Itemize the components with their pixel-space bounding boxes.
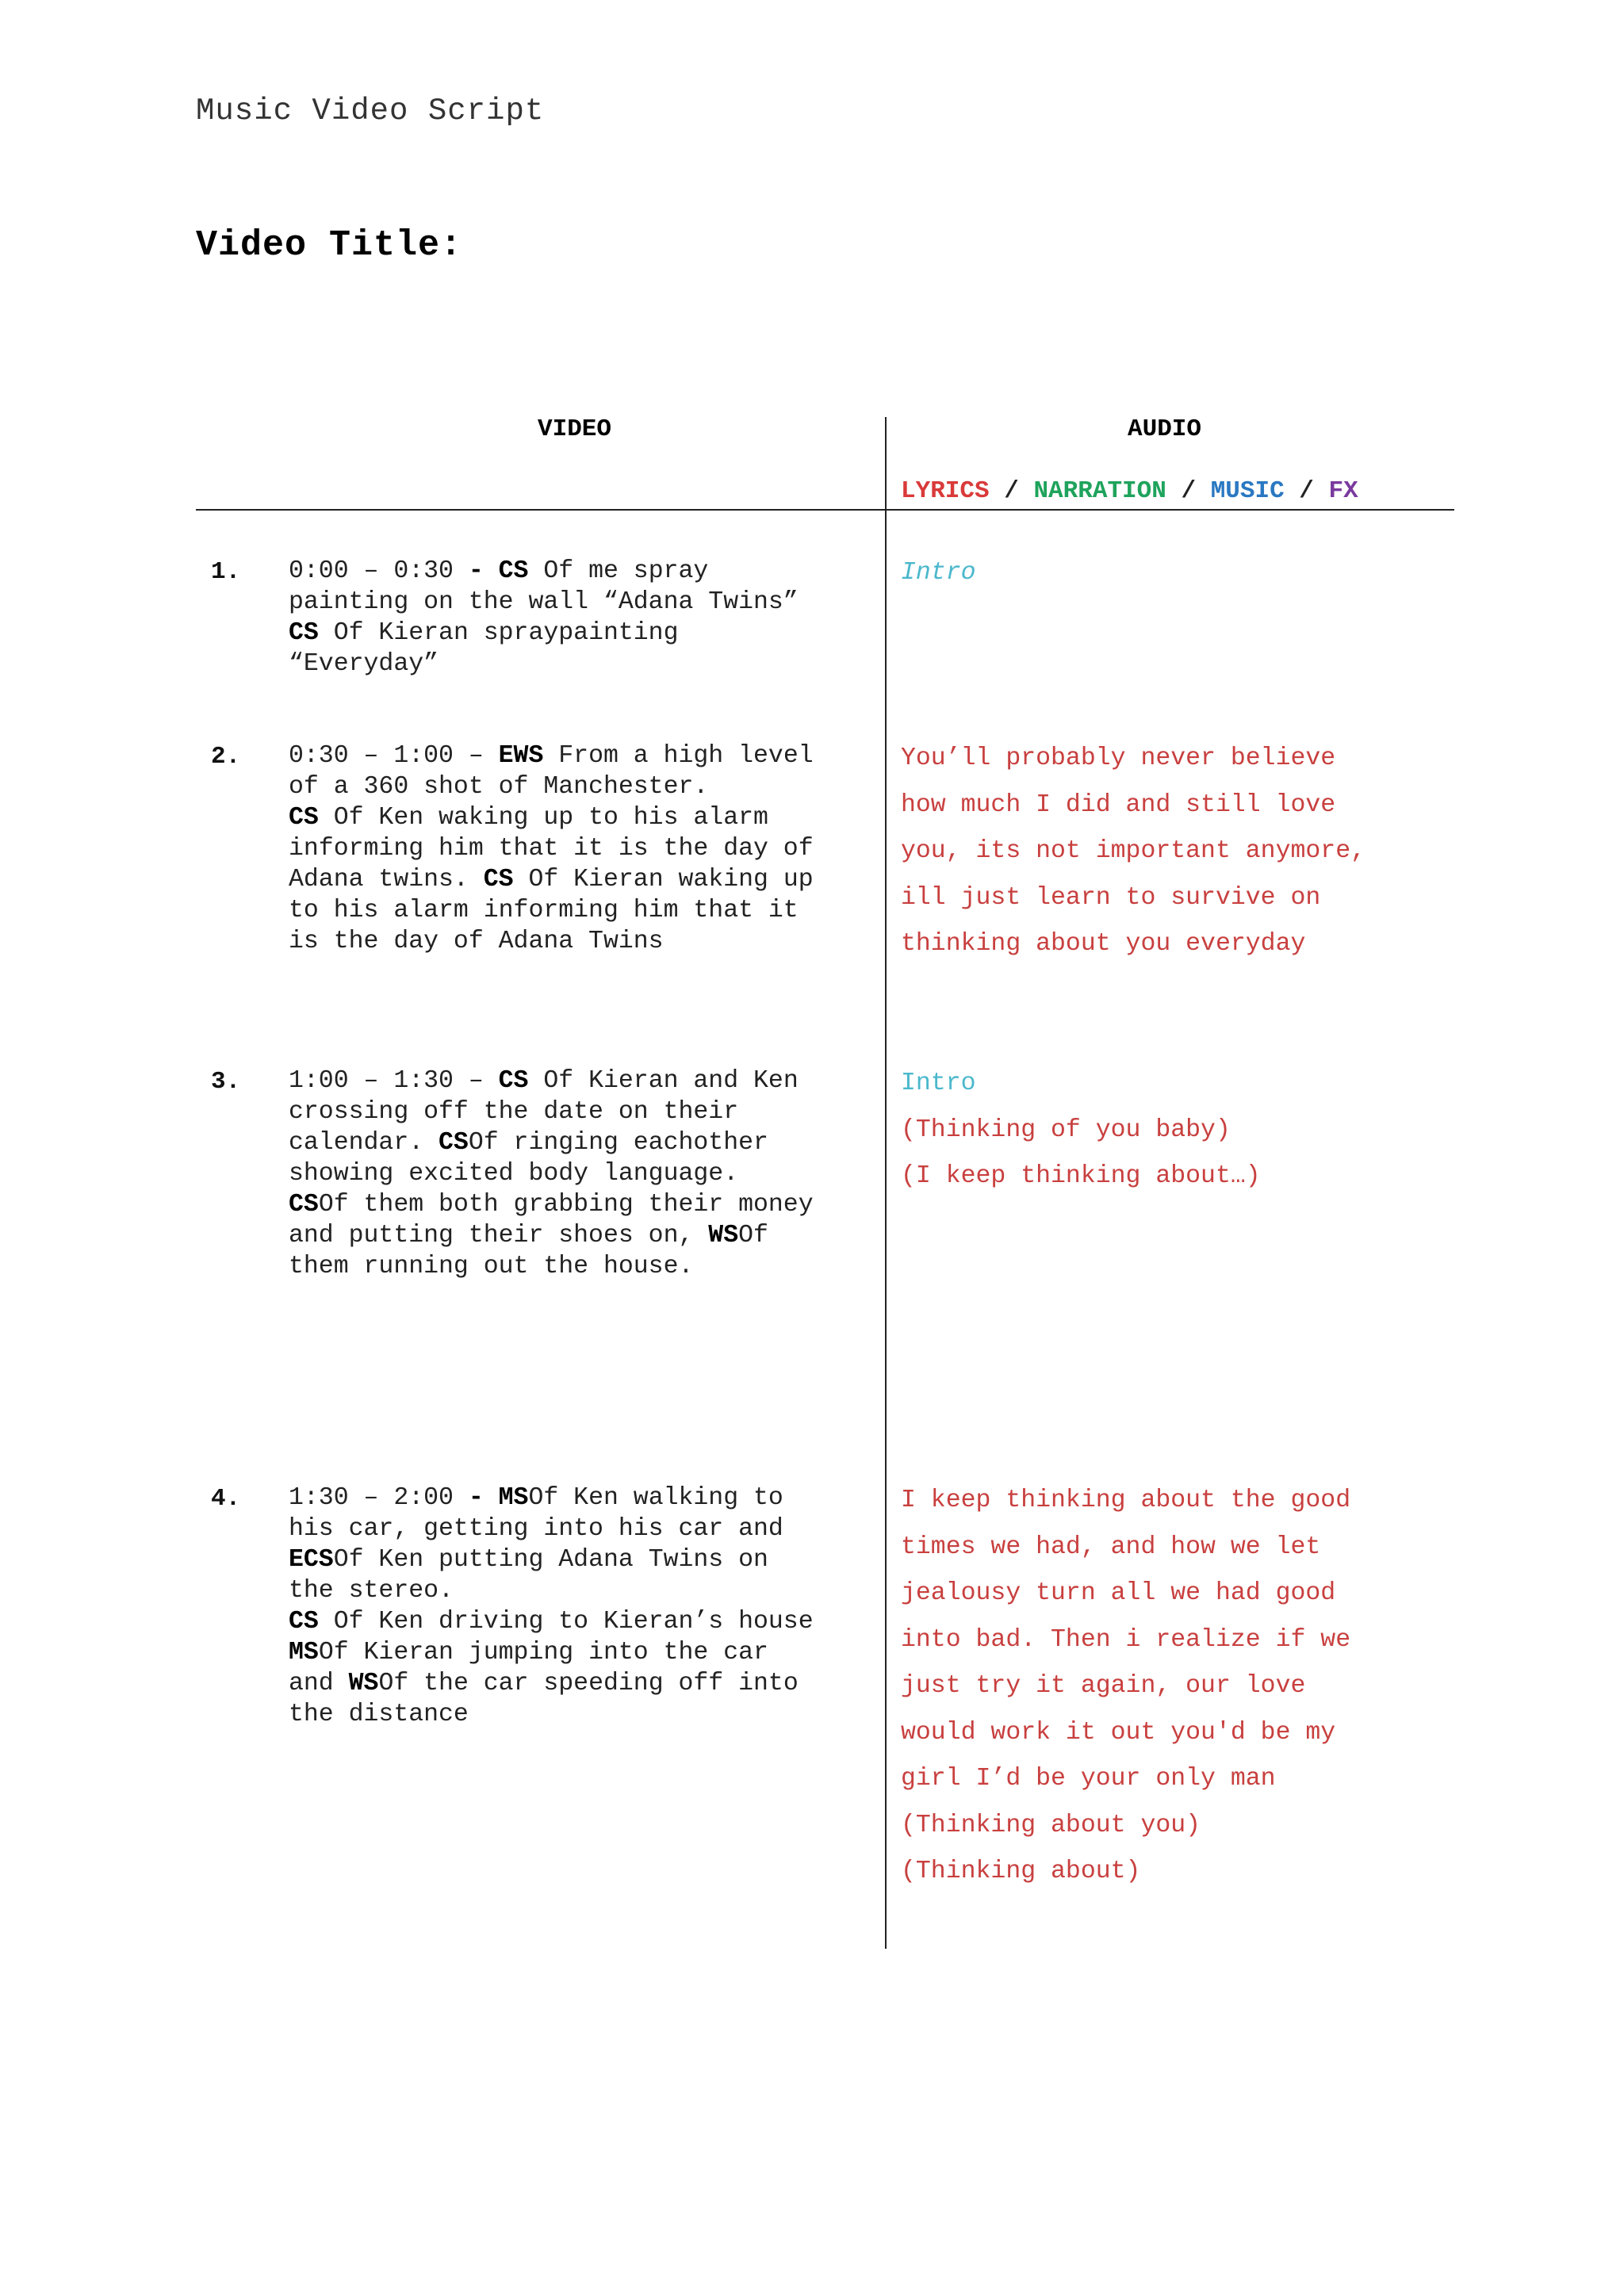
lyric-line: just try it again, our love: [901, 1672, 1306, 1700]
legend-separator: /: [1166, 477, 1211, 505]
audio-cell: [901, 736, 1456, 968]
shot-description: 0:00 – 0:30: [289, 557, 469, 585]
shot-description: Of Ken waking up to his alarm informing him that it is the day of Adana twins.: [289, 804, 814, 894]
document-header: Music Video Script: [196, 94, 545, 128]
shot-description: Of Ken driving to Kieran’s house: [333, 1608, 814, 1636]
shot-description: Of me spray painting on the wall “Adana Twins”: [289, 557, 799, 616]
row-number: 1.: [211, 558, 241, 586]
legend-fx: FX: [1328, 477, 1358, 505]
row-number: 2.: [211, 743, 241, 771]
shot-description: Of Kieran spraypainting “Everyday”: [289, 619, 679, 678]
video-column-heading: VIDEO: [538, 415, 612, 443]
shot-type-label: ECS: [289, 1546, 334, 1574]
shot-type-label: CS: [498, 1067, 529, 1095]
video-title-label: Video Title:: [196, 225, 463, 266]
shot-description: 0:30 – 1:00 –: [289, 742, 499, 770]
lyric-line: into bad. Then i realize if we: [901, 1625, 1351, 1654]
shot-type-label: CS: [439, 1129, 469, 1157]
shot-type-label: - MS: [468, 1484, 529, 1512]
video-cell: [289, 1066, 875, 1282]
lyric-line: (I keep thinking about…): [901, 1162, 1261, 1190]
audio-column-heading: AUDIO: [1128, 415, 1202, 443]
video-cell: [289, 1483, 875, 1730]
shot-description: From a high level of a 360 shot of Manchester.: [289, 742, 814, 801]
legend-narration: NARRATION: [1033, 477, 1166, 505]
legend-lyrics: LYRICS: [901, 477, 990, 505]
row-number: 4.: [211, 1485, 241, 1513]
shot-description: Of Kieran waking up to his alarm informing him that it is the day of Adana Twins: [289, 866, 814, 955]
legend-separator: /: [989, 477, 1034, 505]
shot-type-label: WS: [708, 1222, 739, 1249]
shot-description: Of Ken putting Adana Twins on the stereo.: [289, 1546, 768, 1605]
shot-type-label: CS: [289, 619, 319, 647]
lyric-line: jealousy turn all we had good: [901, 1579, 1336, 1607]
shot-type-label: CS: [289, 1608, 319, 1636]
lyric-line: how much I did and still love: [901, 790, 1336, 819]
shot-type-label: CS: [483, 866, 514, 894]
shot-description: Of them running out the house.: [289, 1222, 768, 1280]
shot-type-label: MS: [289, 1639, 319, 1667]
shot-description: Of ringing eachother showing excited body language.: [289, 1129, 768, 1188]
shot-description: Of Kieran and Ken crossing off the date on their calendar.: [289, 1067, 799, 1157]
audio-cell: [901, 1478, 1456, 1896]
lyric-line: girl I’d be your only man: [901, 1765, 1276, 1793]
lyric-line: I keep thinking about the good: [901, 1487, 1351, 1514]
table-column-divider: [885, 417, 887, 1949]
shot-type-label: WS: [348, 1670, 379, 1697]
lyric-line: ill just learn to survive on: [901, 883, 1321, 912]
shot-type-label: CS: [289, 804, 319, 832]
audio-cell: [901, 550, 1456, 597]
lyric-line: (Thinking of you baby): [901, 1115, 1231, 1144]
shot-description: Of Kieran jumping into the car and: [289, 1639, 768, 1697]
shot-description: Of Ken walking to his car, getting into his car and: [289, 1484, 783, 1543]
table-header-divider: [196, 509, 1454, 511]
shot-type-label: - CS: [468, 557, 529, 585]
legend-music: MUSIC: [1210, 477, 1285, 505]
music-cue: Intro: [901, 1070, 976, 1097]
lyric-line: would work it out you'd be my: [901, 1718, 1336, 1747]
shot-description: Of them both grabbing their money and putting their shoes on,: [289, 1191, 814, 1249]
video-cell: [289, 740, 875, 957]
audio-cell: [901, 1061, 1456, 1200]
lyric-line: thinking about you everyday: [901, 930, 1306, 958]
lyric-line: (Thinking about): [901, 1858, 1141, 1885]
shot-description: Of the car speeding off into the distance: [289, 1670, 799, 1728]
shot-description: 1:00 – 1:30 –: [289, 1067, 499, 1095]
shot-description: 1:30 – 2:00: [289, 1484, 469, 1512]
audio-legend: [901, 477, 1358, 505]
lyric-line: you, its not important anymore,: [901, 837, 1365, 865]
legend-separator: /: [1284, 477, 1329, 505]
shot-type-label: EWS: [498, 742, 544, 770]
lyric-line: (Thinking about you): [901, 1811, 1201, 1839]
lyric-line: times we had, and how we let: [901, 1533, 1321, 1561]
shot-type-label: CS: [289, 1191, 319, 1219]
video-cell: [289, 556, 875, 679]
row-number: 3.: [211, 1068, 241, 1096]
music-cue: Intro: [901, 559, 976, 587]
lyric-line: You’ll probably never believe: [901, 744, 1336, 772]
